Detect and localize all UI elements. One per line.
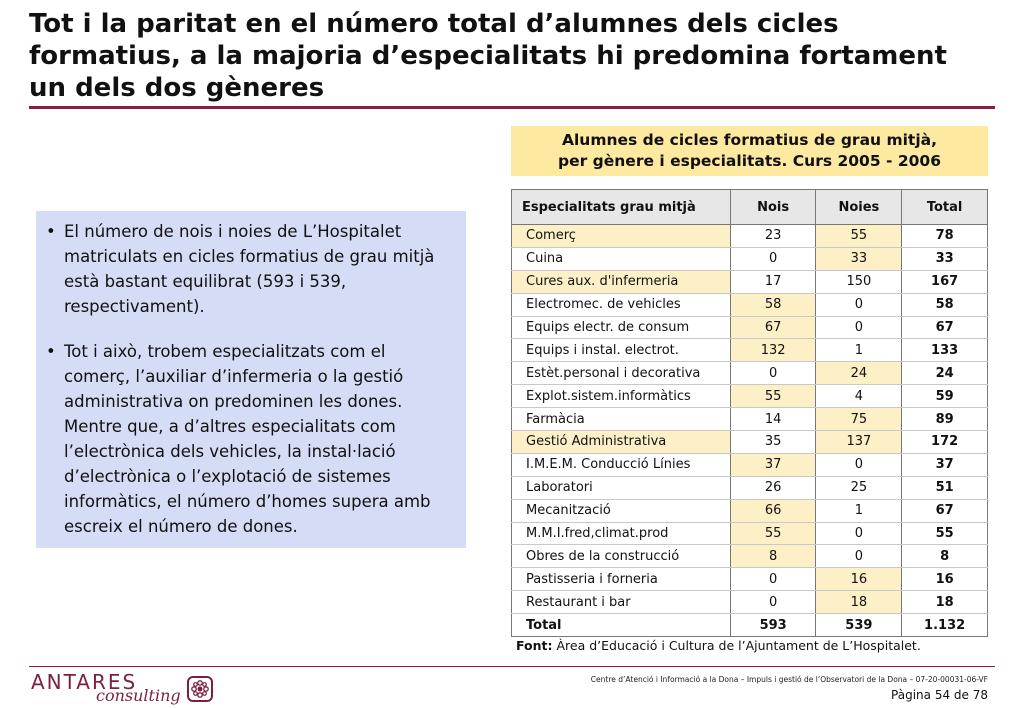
cell-boys: 55: [730, 522, 816, 545]
table-row: [512, 476, 988, 499]
cell-boys: 67: [730, 316, 816, 339]
table-header-row: [512, 190, 988, 225]
source-text: Àrea d’Educació i Cultura de l’Ajuntament de L’Hospitalet.: [556, 638, 921, 653]
table-row: [512, 499, 988, 522]
table-row: [512, 568, 988, 591]
cell-girls: 0: [816, 545, 902, 568]
page-title: Tot i la paritat en el número total d’alumnes dels cicles formatius, a la majoria d’especialitats hi predomina fortament un dels dos gèneres: [29, 9, 947, 103]
cell-speciality: I.M.E.M. Conducció Línies: [512, 453, 731, 476]
table-row: [512, 225, 988, 248]
cell-speciality: Estèt.personal i decorativa: [512, 362, 731, 385]
cell-boys: 0: [730, 247, 816, 270]
table-row: [512, 339, 988, 362]
cell-total: 89: [902, 408, 988, 431]
cell-total: 133: [902, 339, 988, 362]
cell-total: 67: [902, 499, 988, 522]
cell-speciality: Explot.sistem.informàtics: [512, 385, 731, 408]
bullet-item: [44, 339, 452, 539]
specialities-table: [511, 189, 988, 637]
cell-speciality: Comerç: [512, 225, 731, 248]
cell-total: 37: [902, 453, 988, 476]
cell-girls: 1: [816, 499, 902, 522]
table-title-line-2: per gènere i especialitats. Curs 2005 - 2006: [558, 152, 941, 170]
cell-speciality: Electromec. de vehicles: [512, 293, 731, 316]
cell-total: 51: [902, 476, 988, 499]
header-total: Total: [902, 190, 988, 225]
table-row: [512, 247, 988, 270]
cell-speciality: Obres de la construcció: [512, 545, 731, 568]
cell-speciality: Cures aux. d'infermeria: [512, 270, 731, 293]
cell-speciality: Mecanització: [512, 499, 731, 522]
cell-boys: 8: [730, 545, 816, 568]
bullet-dot-icon: •: [46, 342, 56, 361]
bullet-item: [44, 219, 452, 319]
cell-speciality: Cuina: [512, 247, 731, 270]
bullet-text: Tot i això, trobem especialitzats com el comerç, l’auxiliar d’infermeria o la gestió administrativa on predominen les dones. Mentre que, a d’altres especialitats com l’electrònica dels vehicles, la instal·lació d’electrònica o l’explotació de sistemes informàtics, el número d’homes supera amb escreix el número de dones.: [64, 342, 431, 536]
cell-total: 167: [902, 270, 988, 293]
table-row: [512, 362, 988, 385]
cell-boys: 0: [730, 568, 816, 591]
cell-speciality: Gestió Administrativa: [512, 431, 731, 454]
cell-total: 67: [902, 316, 988, 339]
cell-speciality: Farmàcia: [512, 408, 731, 431]
cell-girls: 137: [816, 431, 902, 454]
table-row: [512, 591, 988, 614]
cell-girls: 18: [816, 591, 902, 614]
cell-boys: 132: [730, 339, 816, 362]
cell-boys: 35: [730, 431, 816, 454]
total-label: Total: [512, 614, 731, 637]
cell-girls: 33: [816, 247, 902, 270]
cell-speciality: Equips electr. de consum: [512, 316, 731, 339]
cell-girls: 150: [816, 270, 902, 293]
total-sum: 1.132: [902, 614, 988, 637]
cell-total: 16: [902, 568, 988, 591]
header-speciality: Especialitats grau mitjà: [512, 190, 731, 225]
table-row: [512, 293, 988, 316]
summary-box: [36, 211, 466, 548]
table-row: [512, 453, 988, 476]
cell-boys: 14: [730, 408, 816, 431]
cell-speciality: Laboratori: [512, 476, 731, 499]
cell-girls: 0: [816, 316, 902, 339]
cell-boys: 26: [730, 476, 816, 499]
footer-text: Centre d’Atenció i Informació a la Dona – Impuls i gestió de l’Observatori de la Dona – 07-20-00031-06-VF: [590, 675, 988, 684]
cell-total: 172: [902, 431, 988, 454]
cell-girls: 0: [816, 293, 902, 316]
cell-girls: 1: [816, 339, 902, 362]
cell-total: 33: [902, 247, 988, 270]
total-girls: 539: [816, 614, 902, 637]
cell-girls: 75: [816, 408, 902, 431]
cell-total: 24: [902, 362, 988, 385]
table-title: [511, 126, 988, 176]
cell-girls: 16: [816, 568, 902, 591]
cell-speciality: Equips i instal. electrot.: [512, 339, 731, 362]
cell-boys: 17: [730, 270, 816, 293]
cell-total: 78: [902, 225, 988, 248]
cell-boys: 0: [730, 591, 816, 614]
table-row: [512, 270, 988, 293]
cell-boys: 37: [730, 453, 816, 476]
table-row: [512, 522, 988, 545]
cell-girls: 55: [816, 225, 902, 248]
cell-girls: 4: [816, 385, 902, 408]
cell-boys: 58: [730, 293, 816, 316]
cell-total: 55: [902, 522, 988, 545]
bullet-dot-icon: •: [46, 222, 56, 241]
cell-total: 18: [902, 591, 988, 614]
cell-total: 59: [902, 385, 988, 408]
company-logo-subtitle: consulting: [96, 686, 181, 705]
cell-speciality: M.M.I.fred,climat.prod: [512, 522, 731, 545]
table-row: [512, 408, 988, 431]
title-divider: [29, 106, 995, 109]
source-note: [516, 638, 921, 653]
company-logo-name: ANTARES: [31, 670, 138, 694]
company-logo-icon: [186, 675, 214, 703]
cell-girls: 24: [816, 362, 902, 385]
table-title-line-1: Alumnes de cicles formatius de grau mitjà,: [562, 131, 937, 149]
cell-boys: 66: [730, 499, 816, 522]
table-row: [512, 385, 988, 408]
header-boys: Nois: [730, 190, 816, 225]
cell-total: 8: [902, 545, 988, 568]
table-total-row: [512, 614, 988, 637]
bullet-text: El número de nois i noies de L’Hospitalet matriculats en cicles formatius de grau mitjà està bastant equilibrat (593 i 539, respectivament).: [64, 222, 435, 316]
cell-boys: 0: [730, 362, 816, 385]
header-girls: Noies: [816, 190, 902, 225]
cell-speciality: Pastisseria i forneria: [512, 568, 731, 591]
footer-divider: [29, 666, 995, 667]
cell-girls: 0: [816, 453, 902, 476]
cell-boys: 55: [730, 385, 816, 408]
cell-girls: 25: [816, 476, 902, 499]
cell-total: 58: [902, 293, 988, 316]
cell-boys: 23: [730, 225, 816, 248]
source-label: Font:: [516, 638, 553, 653]
page-number: Pàgina 54 de 78: [891, 688, 988, 702]
cell-girls: 0: [816, 522, 902, 545]
table-row: [512, 316, 988, 339]
table-row: [512, 545, 988, 568]
cell-speciality: Restaurant i bar: [512, 591, 731, 614]
table-row: [512, 431, 988, 454]
total-boys: 593: [730, 614, 816, 637]
